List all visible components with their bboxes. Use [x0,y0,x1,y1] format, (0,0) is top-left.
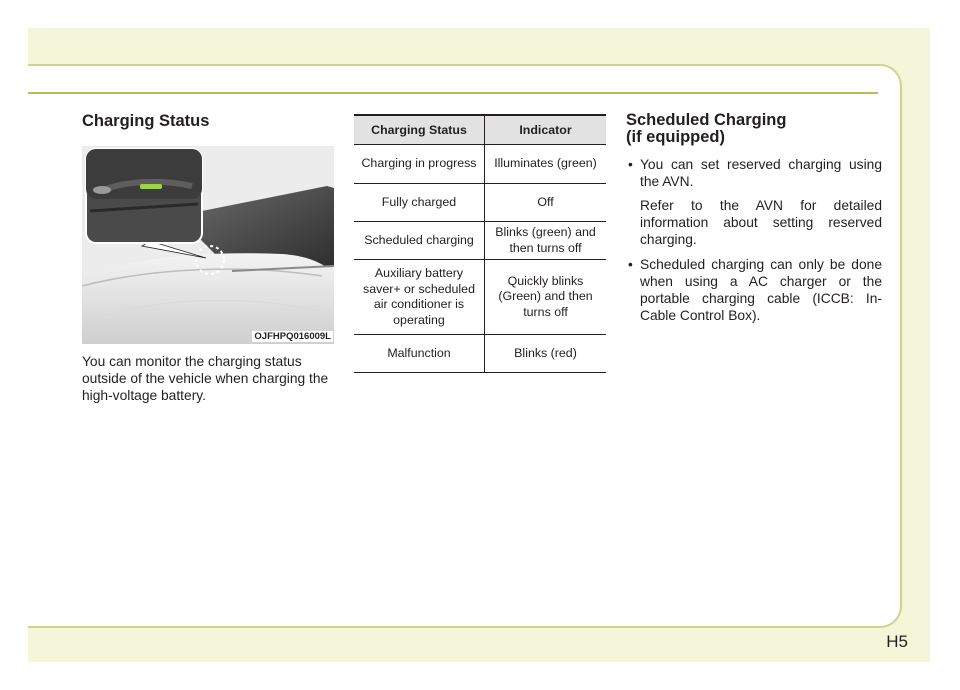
table-row [354,335,606,373]
scheduled-charging-heading-line2: (if equipped) [626,128,725,146]
status-cell: Fully charged [354,184,485,222]
scheduled-charging-list [626,156,882,324]
charging-status-heading: Charging Status [82,112,210,130]
photo-code: OJFHPQ016009L [254,331,331,342]
status-cell: Scheduled charging [354,222,485,260]
indicator-cell: Blinks (green) and then turns off [485,222,607,260]
scheduled-charging-section [626,112,882,332]
status-cell: Auxiliary battery saver+ or scheduled air conditioner is operating [354,260,485,335]
table-row [354,222,606,260]
charging-status-table-section [354,114,606,373]
charging-status-section [82,112,334,404]
indicator-cell: Quickly blinks (Green) and then turns off [485,260,607,335]
status-cell: Malfunction [354,335,485,373]
list-item [626,156,882,248]
charging-indicator-photo [82,146,334,344]
bullet-icon: • [628,157,633,172]
table-row [354,145,606,184]
charging-status-description: You can monitor the charging status outside of the vehicle when charging the high-voltage battery. [82,354,329,403]
indicator-cell: Blinks (red) [485,335,607,373]
list-item [626,256,882,324]
bullet-text: Scheduled charging can only be done when using a AC charger or the portable charging cable (ICCB: In-Cable Control Box). [640,257,882,323]
car-dashboard-illustration [82,146,334,344]
page-number: H5 [886,632,908,651]
bullet-note: Refer to the AVN for detailed information about setting reserved charging. [640,198,882,247]
scheduled-charging-heading [626,112,882,146]
bullet-text: You can set reserved charging using the AVN. [640,157,882,189]
charging-status-table [354,114,606,373]
table-row [354,184,606,222]
status-cell: Charging in progress [354,145,485,184]
header-indicator: Indicator [485,115,607,145]
scheduled-charging-heading-line1: Scheduled Charging [626,111,787,129]
bullet-icon: • [628,257,633,272]
table-header-row [354,115,606,145]
indicator-cell: Off [485,184,607,222]
header-charging-status: Charging Status [354,115,485,145]
header-rule [28,92,878,94]
indicator-cell: Illuminates (green) [485,145,607,184]
table-row [354,260,606,335]
